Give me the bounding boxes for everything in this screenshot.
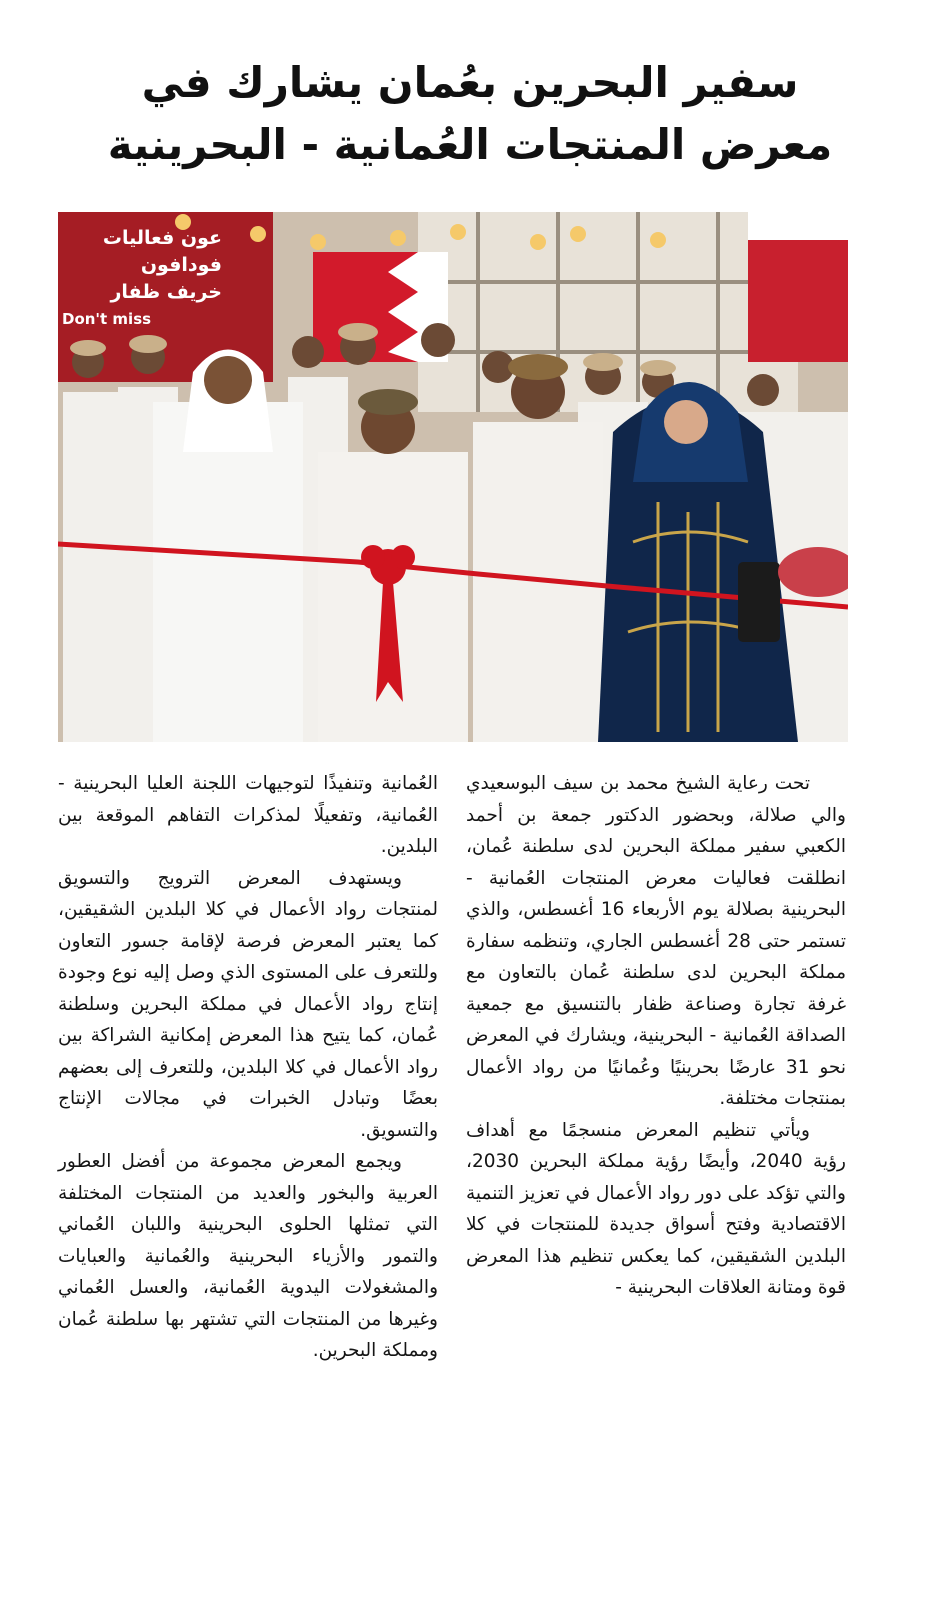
headline-line-2: معرض المنتجات العُمانية - البحرينية [107,120,833,169]
paragraph: ويستهدف المعرض الترويج والتسويق لمنتجات رواد الأعمال في كلا البلدين الشقيقين، كما يعتبر المعرض فرصة لإقامة جسور التعاون وللتعرف على المستوى الذي وصل إليه نوع وجودة إنتاج رواد الأعمال في مملكة البحرين وسلطنة عُمان، كما يتيح هذا المعرض إمكانية الشراكة بين رواد الأعمال في كلا البلدين، وللتعرف إلى بعضهم بعضًا وتبادل الخبرات في مجالات الإنتاج والتسويق. [58,867,438,1141]
paragraph: تحت رعاية الشيخ محمد بن سيف البوسعيدي والي صلالة، وبحضور الدكتور جمعة بن أحمد الكعبي سفير مملكة البحرين لدى سلطنة عُمان، انطلقت فعاليات معرض المنتجات العُمانية - البحرينية بصلالة يوم الأربعاء 16 أغسطس، والذي تستمر حتى 28 أغسطس الجاري، وتنظمه سفارة مملكة البحرين لدى سلطنة عُمان بالتعاون مع غرفة تجارة وصناعة ظفار بالتنسيق مع جمعية الصداقة العُمانية - البحرينية، ويشارك في المعرض نحو 31 عارضًا بحرينيًا وعُمانيًا من رواد الأعمال بمنتجات مختلفة. [466,773,847,1109]
headline-line-1: سفير البحرين بعُمان يشارك في [141,58,799,107]
article-headline [40,52,900,176]
article-column-right [466,768,846,1304]
sign-text-line-2: فودافون [140,254,222,276]
paragraph: ويجمع المعرض مجموعة من أفضل العطور العربية والبخور والعديد من المنتجات المختلفة التي تمثلها الحلوى البحرينية واللبان العُماني والتمور والأزياء البحرينية والعُمانية والعبايات والمشغولات اليدوية العُمانية، والعسل العُماني وغيرها من المنتجات التي تشتهر بها سلطنة عُمان ومملكة البحرين. [58,1151,438,1361]
sign-text-line-3: خريف ظفار [110,281,222,303]
article-column-left [58,768,438,1367]
paragraph: العُمانية وتنفيذًا لتوجيهات اللجنة العليا البحرينية - العُمانية، وتفعيلًا لمذكرات التفاهم الموقعة بين البلدين. [58,773,438,857]
paragraph: ويأتي تنظيم المعرض منسجمًا مع أهداف رؤية 2040، وأيضًا رؤية مملكة البحرين 2030، والتي تؤكد على دور رواد الأعمال في تعزيز التنمية الاقتصادية وفتح أسواق جديدة للمنتجات في كلا البلدين الشقيقين، كما يعكس تنظيم هذا المعرض قوة ومتانة العلاقات البحرينية - [466,1119,846,1298]
sign-text-english: Don't miss [62,310,152,328]
photo-sign-text [62,225,222,333]
sign-text-line-1: عون فعاليات [102,227,222,249]
